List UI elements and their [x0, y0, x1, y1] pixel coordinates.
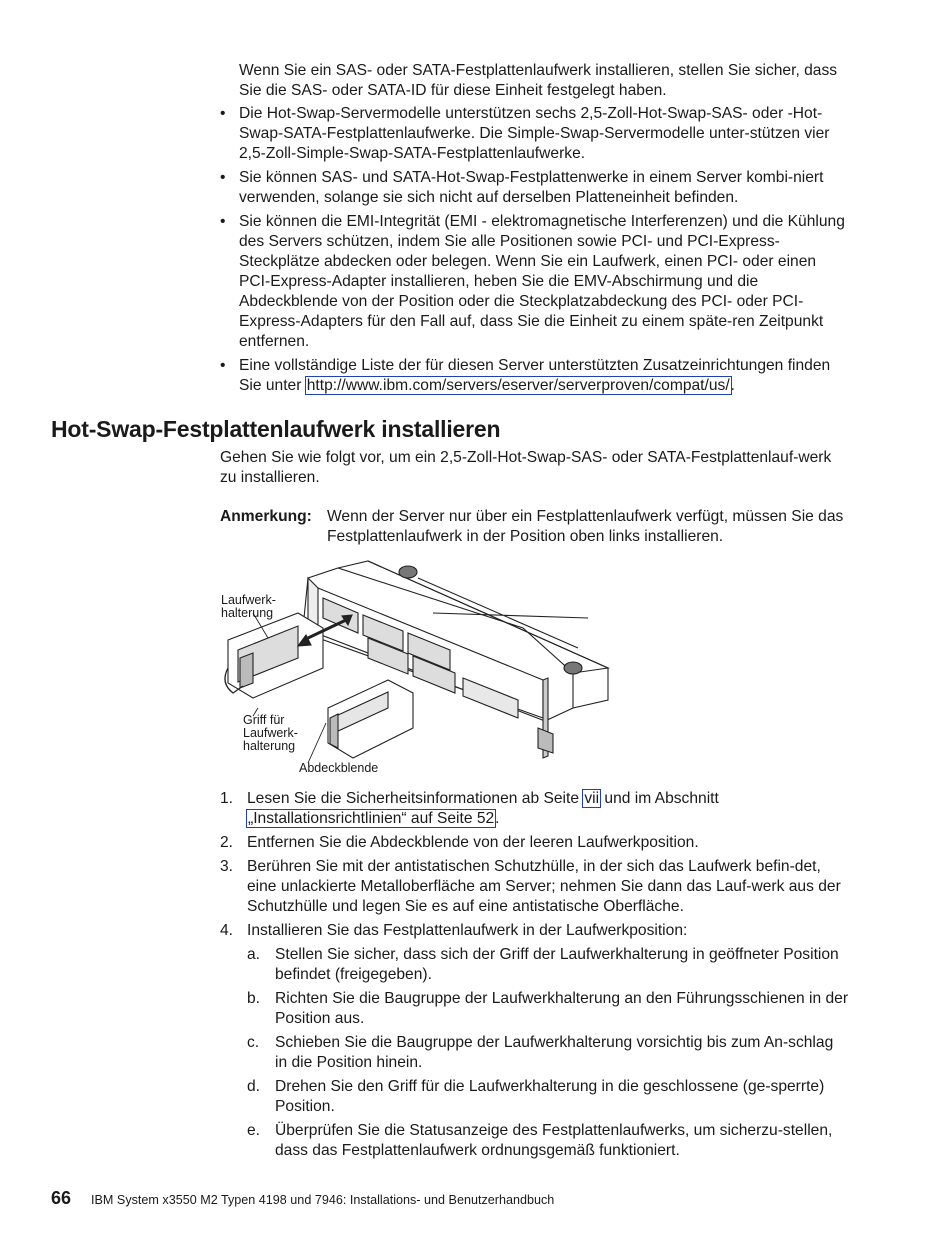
bullet-marker: •: [220, 213, 226, 230]
step-number: 3.: [220, 858, 234, 875]
step-item: [220, 857, 849, 917]
substep-letter: a.: [247, 946, 261, 963]
section-heading: Hot-Swap-Festplattenlaufwerk installieren: [51, 416, 501, 442]
step-number: 2.: [220, 834, 234, 851]
step-text: Entfernen Sie die Abdeckblende von der leeren Laufwerkposition.: [247, 834, 699, 851]
note-label: Anmerkung:: [220, 508, 312, 525]
intro-paragraph: Wenn Sie ein SAS- oder SATA-Festplattenlaufwerk installieren, stellen Sie sicher, dass Sie die SAS- oder SATA-ID für diese Einheit festgelegt haben.: [239, 62, 838, 99]
list-item: [220, 104, 849, 164]
page-number: 66: [51, 1188, 72, 1208]
step-item: [220, 789, 849, 829]
substep-text: Schieben Sie die Baugruppe der Laufwerkhalterung vorsichtig bis zum An-schlag in die Position hinein.: [275, 1034, 834, 1071]
substep-item: [247, 1121, 849, 1161]
safety-page-link[interactable]: vii: [584, 790, 600, 807]
list-item-text: Die Hot-Swap-Servermodelle unterstützen sechs 2,5-Zoll-Hot-Swap-SAS- oder -Hot-Swap-SATA-Festplattenlaufwerke. Die Simple-Swap-Servermodelle unter-stützen vier 2,5-Zoll-Simple-Swap-SATA-Festplattenlaufwerke.: [239, 105, 830, 162]
list-item: [220, 356, 849, 396]
list-item: [220, 212, 849, 352]
step-item: [220, 833, 849, 853]
substep-text: Drehen Sie den Griff für die Laufwerkhalterung in die geschlossene (ge-sperrte) Position.: [275, 1078, 825, 1115]
bullet-marker: •: [220, 169, 226, 186]
substep-letter: b.: [247, 990, 261, 1007]
page-footer: [51, 1188, 554, 1210]
lead-paragraph: Gehen Sie wie folgt vor, um ein 2,5-Zoll-Hot-Swap-SAS- oder SATA-Festplattenlauf-werk zu installieren.: [220, 449, 832, 486]
step-text: und im Abschnitt: [600, 790, 719, 807]
requirements-list: [220, 104, 849, 400]
list-item-text: Eine vollständige Liste der für diesen Server unterstützten Zusatzeinrichtungen finden Sie unter: [239, 357, 831, 394]
substep-item: [247, 1077, 849, 1117]
step-text: Installieren Sie das Festplattenlaufwerk in der Laufwerkposition:: [247, 922, 688, 939]
installation-guidelines-link[interactable]: „Installationsrichtlinien“ auf Seite 52: [248, 810, 495, 827]
substep-text: Richten Sie die Baugruppe der Laufwerkhalterung an den Führungsschienen in der Position aus.: [275, 990, 849, 1027]
bullet-marker: •: [220, 357, 226, 374]
step-number: 4.: [220, 922, 234, 939]
installation-steps: [220, 789, 849, 1165]
substep-item: [247, 945, 849, 985]
step-text: Lesen Sie die Sicherheitsinformationen ab Seite: [247, 790, 584, 807]
substep-letter: c.: [247, 1034, 260, 1051]
substep-letter: d.: [247, 1078, 261, 1095]
bullet-marker: •: [220, 105, 226, 122]
callout-drive-tray: Laufwerk- halterung: [221, 593, 276, 620]
list-item-text: Sie können die EMI-Integrität (EMI - elektromagnetische Interferenzen) und die Kühlung des Servers schützen, indem Sie alle Positionen sowie PCI- und PCI-Express-Steckplätze abdecken oder belegen. Wenn Sie ein Laufwerk, einen PCI- oder einen PCI-Express-Adapter installieren, heben Sie die EMV-Abschirmung und die Abdeckblende von der Position oder die Steckplatzabdeckung des PCI- oder PCI-Express-Adapters für den Fall auf, dass Sie die Einheit zu einem späte-ren Zeitpunkt entfernen.: [239, 213, 845, 350]
substep-list: [247, 945, 849, 1161]
callout-tray-handle: Griff für Laufwerk- halterung: [243, 713, 298, 753]
note-text: Wenn der Server nur über ein Festplattenlaufwerk verfügt, müssen Sie das Festplattenlaufwerk in der Position oben links installieren.: [327, 508, 844, 545]
footer-title: IBM System x3550 M2 Typen 4198 und 7946: Installations- und Benutzerhandbuch: [91, 1193, 555, 1207]
substep-text: Überprüfen Sie die Statusanzeige des Festplattenlaufwerks, um sicherzu-stellen, dass das Festplattenlaufwerk ordnungsgemäß funktioniert.: [275, 1122, 833, 1159]
serverproven-link[interactable]: http://www.ibm.com/servers/eserver/serverproven/compat/us/: [306, 377, 730, 394]
drive-install-figure: [218, 558, 613, 783]
substep-text: Stellen Sie sicher, dass sich der Griff der Laufwerkhalterung in geöffneter Position befindet (freigegeben).: [275, 946, 839, 983]
list-item: [220, 168, 849, 208]
note-block: [220, 507, 849, 547]
list-item-text: Sie können SAS- und SATA-Hot-Swap-Festplattenwerke in einem Server kombi-niert verwenden, solange sie sich nicht auf derselben Platteneinheit befinden.: [239, 169, 824, 206]
step-punctuation: .: [495, 810, 500, 827]
substep-letter: e.: [247, 1122, 261, 1139]
substep-item: [247, 989, 849, 1029]
step-text: Berühren Sie mit der antistatischen Schutzhülle, in der sich das Laufwerk befin-det, eine unlackierte Metalloberfläche am Server; nehmen Sie dann das Lauf-werk aus der Schutzhülle und legen Sie es auf eine antistatische Oberfläche.: [247, 858, 841, 915]
step-item: [220, 921, 849, 1161]
list-item-punctuation: .: [730, 377, 735, 394]
substep-item: [247, 1033, 849, 1073]
step-number: 1.: [220, 790, 234, 807]
callout-filler-panel: Abdeckblende: [299, 761, 379, 775]
